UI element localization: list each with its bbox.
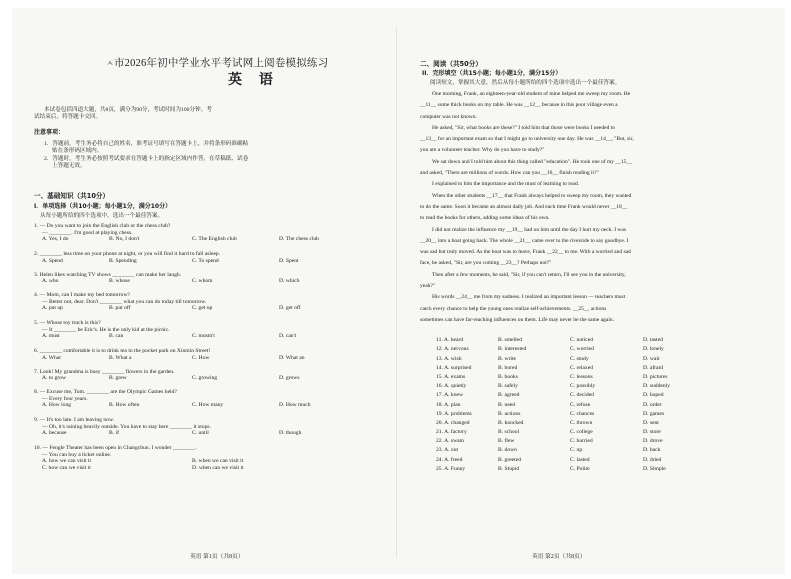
fold-divider	[396, 28, 397, 558]
option-row	[436, 345, 703, 354]
option-row	[436, 382, 703, 391]
question	[34, 417, 386, 445]
question-stem: 7. Look! My grandma is busy ________ flowers in the garden.	[34, 368, 175, 375]
notes	[44, 141, 248, 170]
option-cell: 22. A. swam	[436, 438, 464, 445]
passage-line: and asked, "There are millions of words. How can you __16__ finish reading it?"	[420, 170, 599, 177]
option-cell: D. tasted	[643, 337, 663, 344]
option-row	[436, 364, 703, 373]
option-cell: C. chances	[570, 410, 595, 417]
option-cell: D. drove	[643, 438, 663, 445]
option-cell: D. afraid	[643, 364, 663, 371]
question	[34, 389, 386, 417]
note-line: 贴在条形码区域内。	[52, 147, 103, 154]
option: B. Spending	[109, 257, 137, 264]
option-cell: C. refuse	[570, 401, 591, 408]
option-cell: B. bored	[498, 364, 518, 371]
cloze-passage	[420, 89, 782, 326]
exam-title	[106, 58, 406, 69]
question-options	[34, 278, 386, 285]
option-cell: 23. A. out	[436, 447, 459, 454]
question-stem: 9. — It's too late. I am leaving now.	[34, 417, 115, 423]
passage-line: One morning, Frank, an eighteen-year-old student of mine helped me sweep my room. He	[432, 91, 631, 97]
part2-intro: 阅读短文，掌握其大意，然后从每小题所给的四个选项中选出一个最佳答案。	[430, 80, 621, 86]
cloze-options-body	[436, 336, 703, 474]
passage-line: was sad but truly moved. As the boat was to leave, Frank __22__ to me. With a worried and sad	[420, 249, 631, 256]
option-row	[436, 336, 703, 345]
question-options	[34, 402, 386, 409]
note-line: 1．答题前，考生务必将自己的姓名，准考证号填写在答题卡上，并将条形码准确粘	[44, 141, 249, 147]
option: D. can't	[279, 333, 297, 340]
option-cell: C. decided	[570, 392, 594, 399]
option: B. What a	[109, 354, 132, 361]
option-cell: 12. A. nervous	[436, 346, 469, 353]
passage-line: __11__ some thick books on my table. He was __12__ because in this poor village even a	[420, 102, 618, 109]
option-cell: 11. A. heard	[436, 337, 464, 344]
note-line: 2．答题时，考生务必按照考试要求在答题卡上的指定区域内作答，在草稿纸、试卷	[44, 156, 249, 163]
option: C. To spend	[192, 257, 219, 264]
option: D. grows	[279, 375, 300, 382]
instructions	[34, 107, 386, 120]
option-cell: D. sent	[643, 419, 659, 426]
question	[34, 272, 386, 293]
option-cell: 16. A. quietly	[436, 383, 467, 390]
option-cell: C. Polite	[570, 465, 590, 472]
option-cell: 20. A. changed	[436, 419, 470, 426]
option-cell: D. pictures	[643, 373, 668, 380]
question-options	[34, 258, 386, 265]
option-row	[436, 446, 703, 455]
option-cell: C. lessons	[570, 373, 593, 380]
exam-sheet	[12, 8, 785, 574]
option: D. How much	[279, 402, 311, 409]
option: D. though	[279, 430, 302, 437]
option: D. which	[279, 278, 300, 285]
option: C. whom	[192, 278, 213, 285]
passage-line: catch every chance to help the young ones realize self-achievements. __25__ actions	[420, 305, 607, 312]
option-cell: 15. A. exams	[436, 373, 466, 380]
option: D. The chess club	[279, 236, 319, 243]
passage-line: His words __24__ me from my sadness. I realized an important lesson — teachers must	[432, 294, 626, 301]
option: C. How	[192, 354, 210, 361]
option: B. No, I don't	[109, 236, 140, 243]
option-cell: D. hoped	[643, 392, 664, 399]
question-options	[34, 355, 386, 362]
option: A. to grow	[42, 375, 67, 382]
option-cell: 14. A. surprised	[436, 364, 472, 371]
option-cell: D. lonely	[643, 346, 664, 353]
subject-title: 英 语	[228, 72, 279, 88]
passage-line: When the other students __17__ that Frank always helped to sweep my room, they wanted	[432, 192, 632, 199]
question-stem: 2. ________ less time on your phone at night, or you will find it hard to fall asleep.	[34, 251, 221, 257]
option-cell: B. write	[498, 355, 517, 362]
option: B. can	[109, 333, 124, 340]
question-stem: — ________. I'm good at playing chess.	[42, 229, 133, 236]
passage-line: He asked, "Sir, what books are these?" I told him that those were books I needed to	[432, 124, 615, 131]
question-stem: — Every four years.	[42, 395, 88, 402]
option-cell: D. games	[643, 410, 665, 417]
option-cell: C. hurried	[570, 438, 593, 445]
passage-line: to do the same. Soon it became an almost daily job. And each time Frank would never __18__	[420, 203, 628, 210]
option-cell: B. Stupid	[498, 465, 520, 472]
passage-line: __20__ into a boat going back. The whole __21__ came over to the riverside to say goodbye. I	[420, 237, 629, 244]
option-cell: 21. A. factory	[436, 429, 467, 436]
option: B. if	[109, 430, 119, 437]
page-footer: 英语 第1页（共8页）	[190, 554, 244, 560]
option: B. put off	[109, 305, 131, 312]
option-row	[436, 465, 703, 474]
option: A. how we can visit it	[42, 458, 92, 465]
option-row	[436, 455, 703, 464]
option-row	[436, 354, 703, 363]
question-stem: 4. — Mom, can I make my bed tomorrow?	[34, 292, 131, 298]
question-stem: 1. — Do you want to join the English club or the chess club?	[34, 223, 171, 229]
section2-title: 二、阅读（共50分）	[420, 60, 482, 68]
school-seal-mark: ㅅ	[106, 59, 114, 68]
option: A. who	[42, 278, 59, 285]
option-cell: 17. A. knew	[436, 392, 464, 399]
option-cell: B. books	[498, 373, 518, 380]
option-cell: 19. A. problems	[436, 410, 472, 417]
page-footer: 英语 第2页（共8页）	[532, 554, 586, 560]
option-row	[436, 437, 703, 446]
option-cell: C. relaxed	[570, 364, 593, 371]
question-stem: 10. — Fengle Theater has been open in Changchun. I wonder ________.	[34, 445, 197, 451]
option: C. growing	[192, 375, 218, 382]
option: B. when we can visit it	[192, 458, 244, 465]
option: C. The English club	[192, 236, 237, 243]
cloze-options-table	[436, 336, 703, 474]
question-options	[34, 375, 386, 382]
option: C. until	[192, 430, 209, 437]
option-cell: B. need	[498, 401, 516, 408]
section1-title: 一、基础知识（共10分）	[34, 192, 110, 200]
option: D. What an	[279, 354, 305, 361]
option-cell: C. worried	[570, 346, 594, 353]
option: D. when can we visit it	[192, 465, 244, 472]
option: C. how can we visit it	[42, 465, 91, 472]
option: A. Yes, I do	[42, 236, 69, 243]
question-stem: 3. Helen likes watching TV shows ________ can make her laugh.	[34, 271, 182, 278]
instruction-line: 试结束后，将答题卡交回。	[34, 113, 102, 120]
option: C. How many	[192, 402, 224, 409]
question-stem: — Oh, it's raining heavily outside. You have to stay here ________ it stops.	[42, 423, 211, 430]
question-stem: — You can buy a ticket online.	[42, 451, 112, 458]
option-cell: C. possibly	[570, 383, 596, 390]
page-2	[410, 8, 780, 574]
option-cell: C. noticed	[570, 337, 593, 344]
option-cell: 24. A. freed	[436, 456, 463, 463]
notes-title: 注意事项：	[34, 129, 65, 136]
option-cell: B. safely	[498, 383, 518, 390]
option: A. Spend	[42, 257, 63, 264]
option-cell: 18. A. plan	[436, 401, 461, 408]
option-row	[436, 391, 703, 400]
option: B. grew	[109, 375, 127, 382]
question-options	[34, 465, 386, 472]
option-cell: B. school	[498, 429, 520, 436]
option-cell: C. study	[570, 355, 589, 362]
question	[34, 292, 386, 320]
option-cell: B. smelled	[498, 337, 522, 344]
option-cell: 25. A. Funny	[436, 465, 466, 472]
option-cell: 13. A. wish	[436, 355, 462, 362]
instruction-line: 本试卷包括四道大题，共8页，满分为90分，考试时间为100分钟。考	[44, 107, 212, 113]
option-row	[436, 400, 703, 409]
question	[34, 320, 386, 348]
option: A. What	[42, 354, 61, 361]
part2-title: II．完形填空（共15小题；每小题1分，满分15分）	[422, 70, 562, 77]
page-1	[12, 8, 390, 574]
passage-line: sometimes can have far-reaching influences on them. Life may never be the same again.	[420, 316, 614, 323]
option-cell: C. thrown	[570, 419, 593, 426]
passage-line: I did not realize the influence my __19__ had on him until the day I hurt my neck. I was	[432, 226, 626, 233]
option: A. must	[42, 333, 60, 340]
option-row	[436, 428, 703, 437]
note-line: 上答题无效。	[52, 163, 86, 170]
question-stem: — Better not, dear. Don't ________ what you can do today till tomorrow.	[42, 298, 207, 305]
part1-title: I．单项选择（共10小题；每小题1分，满分10分）	[34, 203, 172, 210]
option: D. Spent	[279, 257, 299, 264]
option: A. How long	[42, 402, 72, 409]
passage-line: yeah?"	[420, 283, 436, 290]
passage-line: Then after a few moments, he said, "Sir, if you can't return, I'll see you in the university,	[432, 271, 626, 278]
question	[34, 348, 386, 369]
passage-line: I explained to him the importance and the must of learning to read.	[432, 181, 580, 188]
question	[34, 369, 386, 390]
option: B. How often	[109, 402, 140, 409]
option-cell: D. dried	[643, 456, 662, 463]
question	[34, 445, 386, 472]
question-stem: 6. ________ comfortable it is to drink tea in the pocket park on Xinmin Street!	[34, 348, 211, 354]
option: C. get up	[192, 305, 213, 312]
option-cell: B. greeted	[498, 456, 521, 463]
option-cell: B. flew	[498, 438, 515, 445]
option-cell: D. wait	[643, 355, 660, 362]
passage-line: __13__ for an important exam so that I might go to university one day. He was __14__, "But, sir,	[420, 136, 634, 143]
option-cell: D. back	[643, 447, 661, 454]
option-cell: C. lasted	[570, 456, 590, 463]
question-options	[34, 236, 386, 243]
passage-line: to read the books for others, adding some ideas of his own.	[420, 215, 550, 222]
question	[34, 251, 386, 272]
question-stem: — It ________ be Eric's. He is the only kid at the picnic.	[42, 326, 170, 333]
option-cell: D. suddenly	[643, 383, 671, 390]
option-cell: D. Simple	[643, 465, 666, 472]
question-stem: 5. — Whose toy truck is this?	[34, 320, 101, 326]
question-options	[34, 305, 386, 312]
passage-line: We sat down and I told him about this thing called "education". He took one of my __15__	[432, 158, 632, 165]
option-row	[436, 373, 703, 382]
question-options	[34, 430, 386, 437]
part1-intro: 从每小题所给的四个选项中，选出一个最佳答案。	[40, 213, 164, 219]
passage-line: computer was not known.	[420, 113, 477, 120]
passage-line: face, he asked, "Sir, are you coming __23__? Perhaps not?"	[420, 260, 552, 267]
option: D. get off	[279, 305, 301, 312]
option: B. whose	[109, 278, 130, 285]
option-cell: C. college	[570, 429, 593, 436]
question-stem: 8. — Excuse me, Tom. ________ are the Olympic Games held?	[34, 389, 177, 395]
option-cell: D. order	[643, 401, 662, 408]
option-cell: B. agreed	[498, 392, 520, 399]
question-options	[34, 458, 386, 465]
question	[34, 223, 386, 251]
option: A. because	[42, 430, 67, 437]
option-cell: B. actions	[498, 410, 521, 417]
option-cell: B. interested	[498, 346, 527, 353]
passage-line: you are a volunteer teacher. Why do you have to study?"	[420, 147, 545, 154]
option-cell: B. down	[498, 447, 517, 454]
option-cell: D. store	[643, 429, 661, 436]
option-row	[436, 419, 703, 428]
question-options	[34, 333, 386, 340]
question-list	[34, 223, 386, 472]
option-cell: C. up	[570, 447, 583, 454]
exam-title-text: 市2026年初中学业水平考试网上阅卷模拟练习	[113, 58, 329, 69]
option: C. mustn't	[192, 333, 215, 340]
option: A. put up	[42, 305, 63, 312]
option-cell: B. knocked	[498, 419, 524, 426]
option-row	[436, 410, 703, 419]
